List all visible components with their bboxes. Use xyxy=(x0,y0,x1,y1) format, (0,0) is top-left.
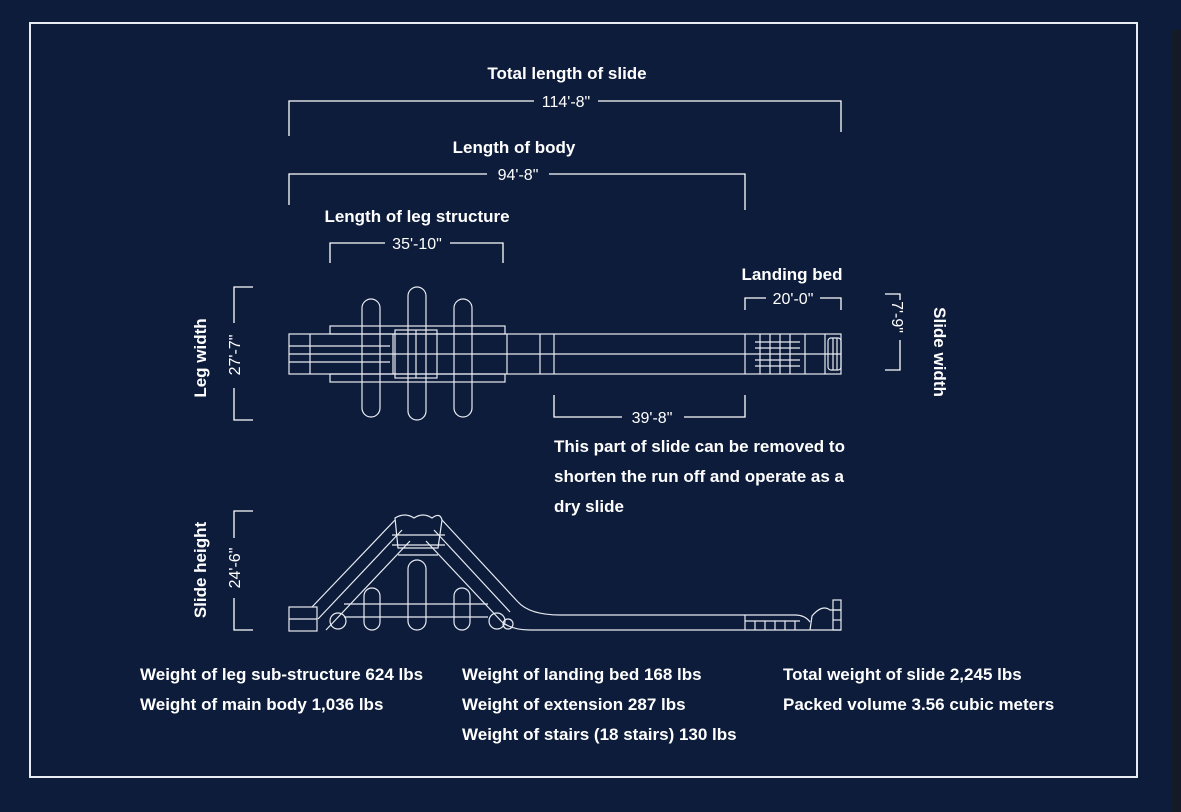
body-length-value: 94'-8" xyxy=(497,167,539,184)
landing-bed-value: 20'-0" xyxy=(772,291,814,308)
body-length-label: Length of body xyxy=(452,138,576,157)
spec-landing-bed-weight: Weight of landing bed 168 lbs xyxy=(462,665,702,684)
spec-extension-weight: Weight of extension 287 lbs xyxy=(462,695,686,714)
specs-column-3 xyxy=(783,660,1054,720)
spec-leg-substructure-weight: Weight of leg sub-structure 624 lbs xyxy=(140,665,424,684)
spec-total-weight: Total weight of slide 2,245 lbs xyxy=(783,665,1022,684)
landing-bed-label: Landing bed xyxy=(741,265,843,284)
total-length-value: 114'-8" xyxy=(541,94,591,111)
leg-width-value: 27'-7" xyxy=(227,334,244,376)
spec-packed-volume: Packed volume 3.56 cubic meters xyxy=(783,695,1055,714)
specs-column-1 xyxy=(140,660,423,720)
specs-column-2 xyxy=(462,660,737,750)
spec-main-body-weight: Weight of main body 1,036 lbs xyxy=(140,695,384,714)
slide-height-label: Slide height xyxy=(191,521,210,619)
spec-stairs-weight: Weight of stairs (18 stairs) 130 lbs xyxy=(462,725,737,744)
slide-height-value: 24'-6" xyxy=(227,547,244,589)
leg-structure-value: 35'-10" xyxy=(392,236,442,253)
removable-note-line: shorten the run off and operate as a xyxy=(554,467,844,486)
slide-width-label: Slide width xyxy=(930,307,949,397)
removable-note-line: dry slide xyxy=(554,497,624,516)
total-length-label: Total length of slide xyxy=(487,64,647,83)
slide-side-view xyxy=(289,515,841,631)
removable-note xyxy=(554,432,845,522)
slide-top-view xyxy=(289,287,841,420)
leg-width-label: Leg width xyxy=(191,318,210,398)
removable-note-line: This part of slide can be removed to xyxy=(554,437,845,456)
slide-width-value: 7'-9" xyxy=(888,301,905,333)
removable-section-value: 39'-8" xyxy=(631,410,673,427)
leg-structure-label: Length of leg structure xyxy=(324,207,510,226)
